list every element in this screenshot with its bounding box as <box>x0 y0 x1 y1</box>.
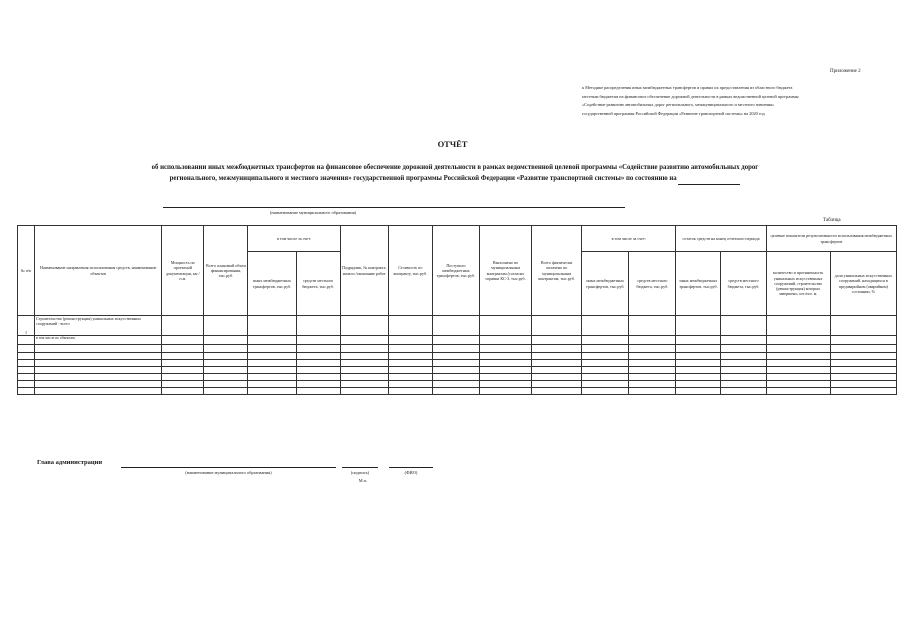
row-value-cell <box>582 388 629 395</box>
row-value-cell <box>582 336 629 345</box>
header-name: Наименование направления использования средств, наименование объектов <box>35 226 162 316</box>
row-value-cell <box>296 316 340 336</box>
row-value-cell <box>532 316 582 336</box>
row-value-cell <box>830 353 896 360</box>
signature-sign-line <box>342 467 378 468</box>
row-value-cell <box>388 374 432 381</box>
report-title: ОТЧЁТ <box>437 139 468 149</box>
table-body <box>18 316 897 395</box>
row-value-cell <box>676 336 721 345</box>
row-value-cell <box>204 367 248 374</box>
row-value-cell <box>676 353 721 360</box>
report-subtitle <box>40 163 870 185</box>
row-value-cell <box>766 336 830 345</box>
row-value-cell <box>432 336 479 345</box>
row-num-cell <box>18 345 35 353</box>
row-value-cell <box>629 336 676 345</box>
row-value-cell <box>721 367 766 374</box>
header-incl-local: средств местного бюджета, тыс.руб. <box>296 252 340 316</box>
row-value-cell <box>296 367 340 374</box>
row-name-cell <box>35 374 162 381</box>
row-num-cell <box>18 367 35 374</box>
report-subtitle-line-2 <box>40 174 870 186</box>
row-value-cell <box>766 353 830 360</box>
row-value-cell <box>766 345 830 353</box>
row-value-cell <box>162 388 204 395</box>
row-num-cell <box>18 374 35 381</box>
row-value-cell <box>532 360 582 367</box>
row-value-cell <box>432 381 479 388</box>
appendix-note-line: «Содействие развитию автомобильных дорог регионального, межмуниципального и местного значения» <box>582 102 775 107</box>
signature-muni-line <box>121 467 336 468</box>
row-value-cell <box>629 360 676 367</box>
header-rem-local: средств местного бюджета, тыс.руб. <box>721 252 766 316</box>
row-value-cell <box>721 345 766 353</box>
row-num-cell <box>18 336 35 345</box>
row-name-cell <box>35 388 162 395</box>
header-paid-total: Всего фактически оплачено по муниципальным контрактам, тыс.руб. <box>532 226 582 316</box>
row-value-cell <box>432 388 479 395</box>
signature-muni-caption: (наименование муниципального образования) <box>185 470 272 475</box>
row-num-cell <box>18 360 35 367</box>
signature-label: Глава администрации <box>37 459 103 466</box>
header-result-share: доля уникальных искусственных сооружений, находящихся в предаварийном (аварийном) состоянии, % <box>830 252 896 316</box>
row-value-cell <box>676 360 721 367</box>
row-value-cell <box>432 316 479 336</box>
row-value-cell <box>629 345 676 353</box>
row-value-cell <box>676 345 721 353</box>
row-value-cell <box>532 345 582 353</box>
header-group-result: целевые показатели результативности использования межбюджетных трансфертов <box>766 226 896 252</box>
row-value-cell <box>479 374 531 381</box>
row-value-cell <box>830 360 896 367</box>
row-value-cell <box>296 336 340 345</box>
row-value-cell <box>340 381 388 388</box>
row-value-cell <box>432 345 479 353</box>
row-value-cell <box>340 367 388 374</box>
row-value-cell <box>532 367 582 374</box>
table-row <box>18 353 897 360</box>
row-num-cell <box>18 353 35 360</box>
row-value-cell <box>676 367 721 374</box>
row-value-cell <box>162 374 204 381</box>
header-paid-transfers: иных межбюджетных трансфертов, тыс.руб. <box>582 252 629 316</box>
row-value-cell <box>830 316 896 336</box>
row-value-cell <box>830 374 896 381</box>
table-label: Таблица <box>823 218 841 223</box>
header-group-remainder: остаток средств на конец отчетного периода <box>676 226 766 252</box>
row-value-cell <box>204 374 248 381</box>
row-value-cell <box>479 353 531 360</box>
row-value-cell <box>766 374 830 381</box>
row-name-cell <box>35 345 162 353</box>
row-value-cell <box>340 336 388 345</box>
row-value-cell <box>340 353 388 360</box>
row-value-cell <box>532 381 582 388</box>
row-name-cell: Строительство (реконструкция) уникальных искусственных сооружений - всего <box>35 316 162 336</box>
row-value-cell <box>830 381 896 388</box>
row-value-cell <box>248 336 296 345</box>
row-value-cell <box>532 374 582 381</box>
row-value-cell <box>629 367 676 374</box>
header-num: № п/п <box>18 226 35 316</box>
row-value-cell <box>296 381 340 388</box>
row-name-cell: в том числе по объектам: <box>35 336 162 345</box>
row-value-cell <box>532 353 582 360</box>
header-paid-local: средств местного бюджета, тыс.руб. <box>629 252 676 316</box>
row-value-cell <box>204 316 248 336</box>
table-row <box>18 345 897 353</box>
header-group-incl: в том числе за счет: <box>248 226 340 252</box>
row-value-cell <box>162 336 204 345</box>
row-value-cell <box>479 381 531 388</box>
row-value-cell <box>296 345 340 353</box>
row-value-cell <box>162 360 204 367</box>
row-value-cell <box>721 374 766 381</box>
row-value-cell <box>582 360 629 367</box>
row-value-cell <box>766 360 830 367</box>
header-result-count: количество и протяженность уникальных искусственных сооружений, строительство (реконструкция) которых завершено, шт./пог. м. <box>766 252 830 316</box>
row-value-cell <box>388 353 432 360</box>
row-value-cell <box>248 367 296 374</box>
row-value-cell <box>432 367 479 374</box>
signature-fio-line <box>389 467 433 468</box>
row-value-cell <box>479 316 531 336</box>
signature-seal: М.п. <box>358 478 368 483</box>
row-value-cell <box>162 367 204 374</box>
appendix-note <box>582 84 892 118</box>
row-value-cell <box>340 360 388 367</box>
row-value-cell <box>248 388 296 395</box>
row-value-cell <box>340 316 388 336</box>
report-date-blank <box>678 174 740 186</box>
row-value-cell <box>532 336 582 345</box>
row-value-cell <box>248 360 296 367</box>
row-value-cell <box>432 360 479 367</box>
row-value-cell <box>721 381 766 388</box>
row-value-cell <box>388 316 432 336</box>
row-value-cell <box>204 353 248 360</box>
appendix-note-line: к Методике распределения иных межбюджетных трансфертов и правил их предоставления из областного бюджета <box>582 85 793 90</box>
row-value-cell <box>162 353 204 360</box>
row-value-cell <box>676 388 721 395</box>
header-contract-cost: Стоимость по контракту, тыс.руб. <box>388 226 432 316</box>
row-value-cell <box>676 381 721 388</box>
row-value-cell <box>388 381 432 388</box>
row-value-cell <box>204 345 248 353</box>
row-value-cell <box>432 374 479 381</box>
appendix-note-line: местным бюджетам на финансовое обеспечение дорожной деятельности в рамках ведомственной целевой программы <box>582 93 799 99</box>
report-subtitle-line-1: об использовании иных межбюджетных трансфертов на финансовое обеспечение дорожной деятельности в рамках ведомственной целевой программы «Содействие развитию автомобильных дорог <box>151 164 759 171</box>
row-value-cell <box>296 353 340 360</box>
row-value-cell <box>248 345 296 353</box>
row-value-cell <box>766 316 830 336</box>
report-subtitle-line-2-text: регионального, межмуниципального и местного значения» государственной программы Российской Федерации «Развитие транспортной системы» по состоянию на <box>169 174 677 182</box>
row-value-cell <box>582 353 629 360</box>
row-value-cell <box>162 381 204 388</box>
row-value-cell <box>340 345 388 353</box>
row-value-cell <box>532 388 582 395</box>
row-value-cell <box>582 345 629 353</box>
row-value-cell <box>296 360 340 367</box>
row-value-cell <box>296 374 340 381</box>
row-value-cell <box>830 388 896 395</box>
row-num-cell: 1 <box>18 316 35 336</box>
header-rem-transfers: иных межбюджетных трансфертов, тыс.руб. <box>676 252 721 316</box>
row-value-cell <box>479 367 531 374</box>
row-value-cell <box>296 388 340 395</box>
row-value-cell <box>248 316 296 336</box>
row-value-cell <box>204 388 248 395</box>
row-value-cell <box>479 336 531 345</box>
table-row <box>18 316 897 336</box>
row-value-cell <box>388 345 432 353</box>
header-incl-transfers: иных межбюджетных трансфертов, тыс.руб. <box>248 252 296 316</box>
header-capacity: Мощность по проектной документации, км /п.м. <box>162 226 204 316</box>
row-value-cell <box>629 374 676 381</box>
appendix-label: Приложение 2 <box>830 69 861 74</box>
row-value-cell <box>248 381 296 388</box>
row-value-cell <box>766 367 830 374</box>
header-group-paid-incl: в том числе за счет: <box>582 226 676 252</box>
row-value-cell <box>830 336 896 345</box>
row-num-cell <box>18 381 35 388</box>
row-value-cell <box>582 316 629 336</box>
table-row <box>18 367 897 374</box>
row-value-cell <box>248 374 296 381</box>
row-value-cell <box>629 381 676 388</box>
row-value-cell <box>582 374 629 381</box>
row-value-cell <box>432 353 479 360</box>
row-value-cell <box>162 316 204 336</box>
row-name-cell <box>35 353 162 360</box>
row-value-cell <box>629 353 676 360</box>
row-value-cell <box>582 367 629 374</box>
row-value-cell <box>340 388 388 395</box>
row-value-cell <box>388 336 432 345</box>
row-name-cell <box>35 381 162 388</box>
appendix-note-line: государственной программы Российской Федерации «Развитие транспортной системы» на 2020 год <box>582 110 765 116</box>
row-value-cell <box>340 374 388 381</box>
row-value-cell <box>721 360 766 367</box>
row-value-cell <box>388 388 432 395</box>
row-value-cell <box>204 381 248 388</box>
table-row <box>18 381 897 388</box>
header-contractor: Подрядчик, № контракта, начало /окончание работ <box>340 226 388 316</box>
signature-fio-caption: (ФИО) <box>404 470 418 475</box>
header-performed: Выполнено по муниципальным контрактам (согласно справки КС-3, тыс.руб. <box>479 226 531 316</box>
header-total-volume: Всего плановый объем финансирования, тыс.руб. <box>204 226 248 316</box>
row-value-cell <box>830 367 896 374</box>
row-value-cell <box>248 353 296 360</box>
row-value-cell <box>388 367 432 374</box>
row-value-cell <box>479 345 531 353</box>
row-num-cell <box>18 388 35 395</box>
row-value-cell <box>721 336 766 345</box>
row-value-cell <box>766 388 830 395</box>
row-value-cell <box>676 374 721 381</box>
row-value-cell <box>721 316 766 336</box>
row-value-cell <box>629 388 676 395</box>
row-value-cell <box>204 360 248 367</box>
municipality-caption: (наименование муниципального образования) <box>269 210 357 215</box>
table-row <box>18 336 897 345</box>
table-row <box>18 360 897 367</box>
row-value-cell <box>162 345 204 353</box>
municipality-line <box>163 207 625 208</box>
row-value-cell <box>582 381 629 388</box>
row-name-cell <box>35 367 162 374</box>
row-value-cell <box>479 388 531 395</box>
row-name-cell <box>35 360 162 367</box>
table-row <box>18 374 897 381</box>
row-value-cell <box>721 353 766 360</box>
row-value-cell <box>766 381 830 388</box>
report-table <box>17 225 897 395</box>
row-value-cell <box>388 360 432 367</box>
row-value-cell <box>676 316 721 336</box>
header-received: Поступило межбюджетных трансфертов, тыс.руб. <box>432 226 479 316</box>
row-value-cell <box>721 388 766 395</box>
row-value-cell <box>204 336 248 345</box>
row-value-cell <box>830 345 896 353</box>
signature-sign-caption: (подпись) <box>350 470 370 475</box>
row-value-cell <box>479 360 531 367</box>
row-value-cell <box>629 316 676 336</box>
table-row <box>18 388 897 395</box>
